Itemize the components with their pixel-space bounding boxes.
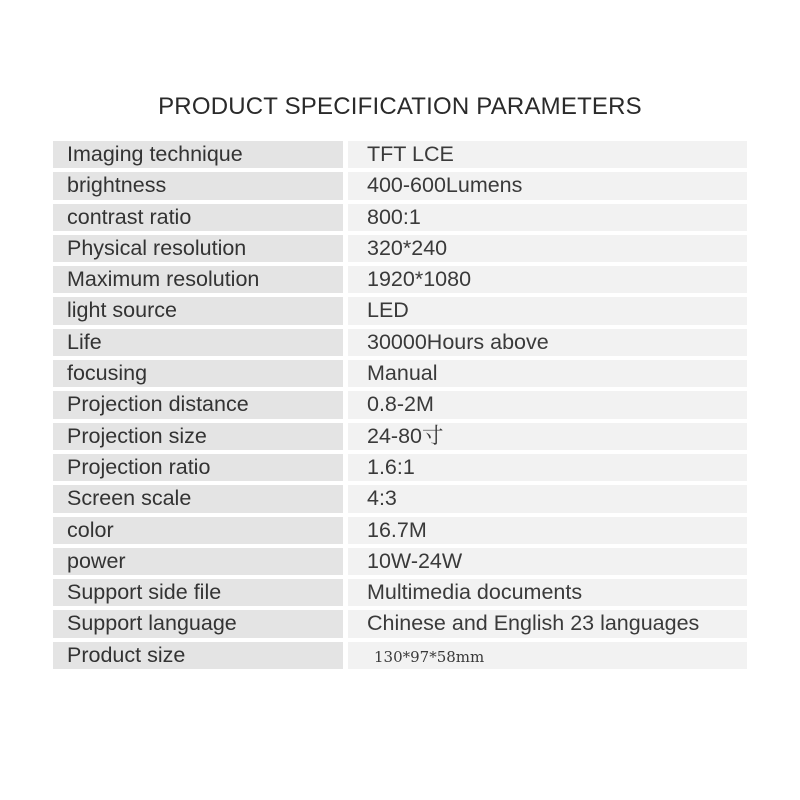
spec-row-support-side-file bbox=[53, 579, 747, 606]
spec-label: Product size bbox=[53, 642, 343, 669]
spec-row-physical-resolution bbox=[53, 235, 747, 262]
spec-label: Projection size bbox=[53, 423, 343, 450]
page-title: PRODUCT SPECIFICATION PARAMETERS bbox=[158, 93, 642, 120]
spec-value: LED bbox=[348, 297, 747, 324]
spec-value: Manual bbox=[348, 360, 747, 387]
spec-value: 320*240 bbox=[348, 235, 747, 262]
spec-label: Imaging technique bbox=[53, 141, 343, 168]
spec-label: light source bbox=[53, 297, 343, 324]
spec-label: Maximum resolution bbox=[53, 266, 343, 293]
spec-label: Projection ratio bbox=[53, 454, 343, 481]
spec-value: 30000Hours above bbox=[348, 329, 747, 356]
spec-value: 24-80寸 bbox=[348, 423, 747, 450]
spec-value: 4:3 bbox=[348, 485, 747, 512]
spec-value: Multimedia documents bbox=[348, 579, 747, 606]
spec-row-screen-scale bbox=[53, 485, 747, 512]
spec-row-light-source bbox=[53, 297, 747, 324]
spec-value: 800:1 bbox=[348, 204, 747, 231]
spec-value: Chinese and English 23 languages bbox=[348, 610, 747, 637]
spec-row-product-size bbox=[53, 642, 747, 669]
spec-row-maximum-resolution bbox=[53, 266, 747, 293]
spec-row-contrast-ratio bbox=[53, 204, 747, 231]
spec-label: Screen scale bbox=[53, 485, 343, 512]
spec-label: brightness bbox=[53, 172, 343, 199]
spec-value: 130*97*58mm bbox=[348, 642, 747, 669]
spec-value: 0.8-2M bbox=[348, 391, 747, 418]
spec-label: Projection distance bbox=[53, 391, 343, 418]
spec-value: 1920*1080 bbox=[348, 266, 747, 293]
spec-value: 16.7M bbox=[348, 517, 747, 544]
spec-label: Support language bbox=[53, 610, 343, 637]
spec-row-life bbox=[53, 329, 747, 356]
spec-row-support-language bbox=[53, 610, 747, 637]
spec-label: Physical resolution bbox=[53, 235, 343, 262]
spec-row-color bbox=[53, 517, 747, 544]
spec-label: power bbox=[53, 548, 343, 575]
spec-label: Life bbox=[53, 329, 343, 356]
spec-table bbox=[53, 141, 747, 673]
spec-row-brightness bbox=[53, 172, 747, 199]
spec-row-power bbox=[53, 548, 747, 575]
spec-row-projection-size bbox=[53, 423, 747, 450]
spec-label: focusing bbox=[53, 360, 343, 387]
spec-label: Support side file bbox=[53, 579, 343, 606]
spec-value: 400-600Lumens bbox=[348, 172, 747, 199]
spec-label: contrast ratio bbox=[53, 204, 343, 231]
spec-label: color bbox=[53, 517, 343, 544]
spec-row-focusing bbox=[53, 360, 747, 387]
spec-value: 10W-24W bbox=[348, 548, 747, 575]
spec-row-projection-distance bbox=[53, 391, 747, 418]
spec-row-imaging-technique bbox=[53, 141, 747, 168]
spec-value: TFT LCE bbox=[348, 141, 747, 168]
spec-row-projection-ratio bbox=[53, 454, 747, 481]
spec-value: 1.6:1 bbox=[348, 454, 747, 481]
